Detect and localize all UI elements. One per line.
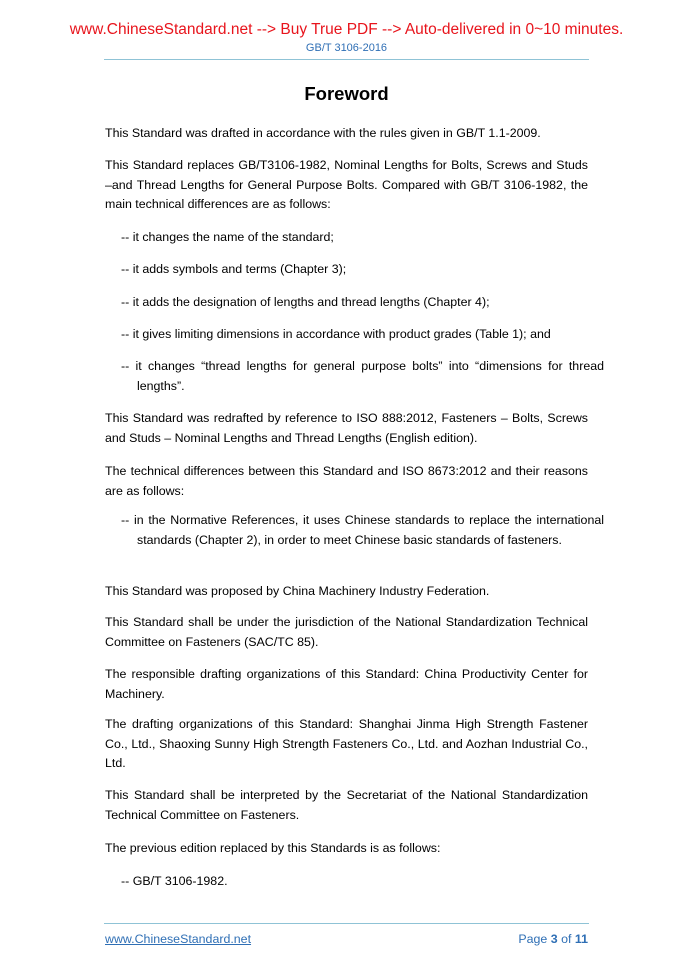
list-item: -- in the Normative References, it uses Chinese standards to replace the international standards (Chapter 2), in order to meet Chinese basic standards of fasteners. [121,513,604,547]
page-label: Page [518,932,551,946]
header-rule [104,59,589,60]
list-item: -- it gives limiting dimensions in accordance with product grades (Table 1); and [121,327,551,341]
paragraph: The responsible drafting organizations of this Standard: China Productivity Center for Machinery. [105,667,588,701]
running-header: GB/T 3106-2016 [305,42,388,54]
of-label: of [557,932,575,946]
list-item: -- it adds the designation of lengths and thread lengths (Chapter 4); [121,295,490,309]
list-item: -- it changes “thread lengths for general purpose bolts” into “dimensions for thread lengths”. [121,359,604,393]
paragraph: This Standard was drafted in accordance with the rules given in GB/T 1.1-2009. [105,126,541,140]
paragraph: This Standard was redrafted by reference to ISO 888:2012, Fasteners – Bolts, Screws and Studs – Nominal Lengths and Thread Lengths (English edition). [105,411,588,445]
footer-link[interactable]: www.ChineseStandard.net [105,932,252,946]
list-item: -- GB/T 3106-1982. [121,874,228,888]
paragraph: This Standard shall be under the jurisdiction of the National Standardization Technical Committee on Fasteners (SAC/TC 85). [105,615,588,649]
paragraph: The previous edition replaced by this Standards is as follows: [105,841,441,855]
paragraph: The technical differences between this Standard and ISO 8673:2012 and their reasons are as follows: [105,464,588,498]
page-number [518,932,588,946]
promo-banner[interactable]: www.ChineseStandard.net --> Buy True PDF --> Auto-delivered in 0~10 minutes. [69,21,624,38]
paragraph: This Standard was proposed by China Machinery Industry Federation. [105,584,490,598]
list-item: -- it changes the name of the standard; [121,230,334,244]
paragraph: This Standard shall be interpreted by the Secretariat of the National Standardization Technical Committee on Fasteners. [105,788,588,822]
paragraph: This Standard replaces GB/T3106-1982, Nominal Lengths for Bolts, Screws and Studs –and Thread Lengths for General Purpose Bolts. Compared with GB/T 3106-1982, the main technical differences are as follows: [105,158,588,211]
list-item: -- it adds symbols and terms (Chapter 3); [121,262,347,276]
current-page: 3 [550,932,558,946]
paragraph: The drafting organizations of this Standard: Shanghai Jinma High Strength Fastener Co., Ltd., Shaoxing Sunny High Strength Fasteners Co., Ltd. and Aozhan Industrial Co., Ltd. [105,717,588,770]
total-pages: 11 [574,932,588,946]
footer-rule [104,923,589,924]
page-title: Foreword [304,83,389,104]
